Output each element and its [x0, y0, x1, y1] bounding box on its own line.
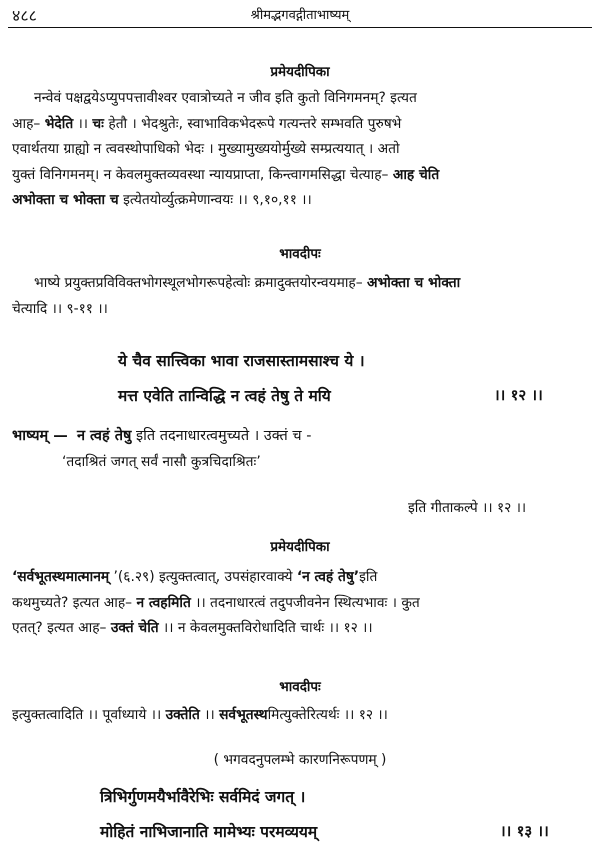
text-line: एतत्? इत्यत आह– उक्तं चेति ।। न केवलमुक्तविरोधादिति चार्थः ।। १२ ।।: [12, 620, 373, 636]
text-line: एवार्थतया ग्राह्यो न त्ववस्थोपाधिको भेदः । मुख्यामुख्ययोर्मुख्ये सम्प्रत्ययात् । अतो: [12, 141, 400, 157]
section-heading-bhavadipa-1: भावदीपः: [279, 246, 321, 262]
bhashya-label: भाष्यम् —: [12, 428, 68, 444]
text-line: आह– भेदेति ।। चः हेतौ । भेदश्रुतेः, स्वाभाविकभेदरूपे गत्यन्तरे सम्भवति पुरुषभे: [12, 115, 402, 132]
text-line: इत्युक्तत्वादिति ।। पूर्वाध्याये ।। उक्तेति ।। सर्वभूतस्थमित्युक्तेरित्यर्थः ।। १२ ।।: [12, 707, 388, 723]
bhashya-quote: ‘तदाश्रितं जगत् सर्वं नासौ कुत्रचिदाश्रितः’: [62, 453, 261, 470]
section-heading-bhavadipa-2: भावदीपः: [279, 679, 321, 695]
verse-12-line-2: मत्त एवेति तान्विद्धि न त्वहं तेषु ते मयि: [118, 387, 331, 405]
text-line: अभोक्ता च भोक्ता च इत्येतयोर्व्युत्क्रमेणान्वयः ।। ९,१०,११ ।।: [12, 192, 312, 208]
bhashya-block: [12, 424, 588, 475]
text-line: भाष्यम् — न त्वहं तेषु इति तदनाधारत्वमुच्यते । उक्तं च -: [12, 428, 312, 444]
section-body-bhavadipa-1: [12, 271, 588, 322]
verse-13-line-1: त्रिभिर्गुणमयैर्भावैरेभिः सर्वमिदं जगत् ।: [100, 788, 306, 806]
text-line: भाष्ये प्रयुक्तप्रविविक्तभोगस्थूलभोगरूपहेत्वोः क्रमादुक्तयोरन्वयमाह– अभोक्ता च भोक्ता: [34, 275, 461, 291]
verse-13-line-2: मोहितं नाभिजानाति मामेभ्यः परमव्ययम्: [100, 823, 318, 841]
section-heading-prameyadipika-1: प्रमेयदीपिका: [270, 64, 330, 80]
verse-13-number: ।। १३ ।।: [500, 822, 549, 840]
verse-12-number: ।। १२ ।।: [494, 386, 543, 404]
bhashya-reference: इति गीताकल्पे ।। १२ ।।: [408, 500, 527, 516]
text-line: नन्वेवं पक्षद्वयेऽप्युपपत्तावीश्वर एवात्रोच्यते न जीव इति कुतो विनिगमनम्? इत्यत: [34, 90, 417, 106]
section-body-prameyadipika-2: [12, 565, 588, 642]
page-number: ४८८: [12, 6, 37, 25]
verse-12-line-1: ये चैव सात्त्विका भावा राजसास्तामसाश्च ये ।: [118, 352, 365, 370]
subtopic-heading: ( भगवदनुपलम्भे कारणनिरूपणम् ): [213, 752, 387, 768]
header-rule: [8, 27, 592, 28]
page-header: [0, 4, 600, 26]
text-line: चेत्यादि ।। ९-११ ।।: [12, 300, 108, 317]
text-line: कथमुच्यते? इत्यत आह– न त्वहमिति ।। तदनाधारत्वं तदुपजीवनेन स्थित्यभावः । कुत: [12, 594, 420, 611]
section-body-prameyadipika-1: [12, 86, 588, 214]
running-title: श्रीमद्भगवद्गीताभाष्यम्: [250, 8, 350, 23]
section-heading-prameyadipika-2: प्रमेयदीपिका: [270, 539, 330, 555]
text-line: ‘सर्वभूतस्थमात्मानम् ’(६.२९) इत्युक्तत्वात्, उपसंहारवाक्ये ‘न त्वहं तेषु’इति: [12, 569, 378, 585]
section-body-bhavadipa-2: [12, 703, 588, 729]
text-line: युक्तं विनिगमनम्। न केवलमुक्तव्यवस्था न्यायप्राप्ता, किन्त्वागमसिद्धा चेत्याह– आह चेति: [12, 166, 440, 183]
